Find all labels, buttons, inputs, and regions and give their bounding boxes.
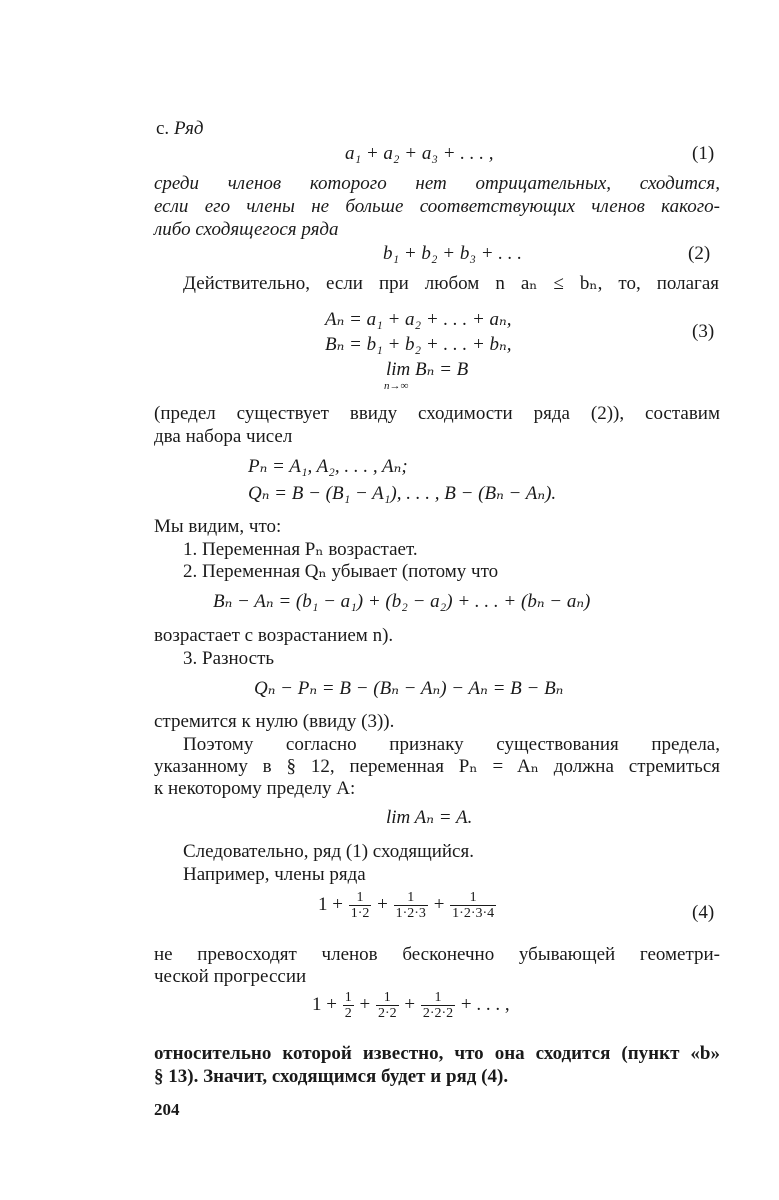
list-item-1: 1. Переменная Pₙ возрастает. <box>183 539 418 560</box>
statement-line: среди членов которого нет отрицательных, сходится, <box>154 173 720 194</box>
section-title: Ряд <box>173 118 204 139</box>
section-heading <box>156 118 204 141</box>
example-intro: Например, члены ряда <box>183 864 366 885</box>
equation-P: Pₙ = A₁, A₂, . . . , Aₙ; <box>248 456 408 477</box>
limit-subscript: n→∞ <box>384 380 409 392</box>
equation-3b: Bₙ = b₁ + b₂ + . . . + bₙ, <box>325 334 512 355</box>
therefore-line: Поэтому согласно признаку существования предела, <box>183 734 720 755</box>
fraction: $\frac{1}{1\cdot 2\cdot 3}$ <box>395 890 426 921</box>
equation-BA: Bₙ − Aₙ = (b₁ − a₁) + (b₂ − a₂) + . . . + (bₙ − aₙ) <box>213 591 591 612</box>
equation-5: 1 + $\frac{1}{2}$ + $\frac{1}{2\cdot 2}$ + $\frac{1}{2\cdot 2\cdot 2}$ + . . . , <box>312 990 510 1021</box>
fraction: $\frac{1}{2\cdot 2\cdot 2}$ <box>422 990 454 1021</box>
list-item-3-end: стремится к нулю (ввиду (3)). <box>154 711 395 732</box>
equation-4: 1 + $\frac{1}{1\cdot 2}$ + $\frac{1}{1\cdot 2\cdot 3}$ + $\frac{1}{1\cdot 2\cdot 3\cdot 4}$ <box>318 890 495 921</box>
geometric-line: не превосходят членов бесконечно убывающей геометри- <box>154 944 720 965</box>
conclusion-line: Следовательно, ряд (1) сходящийся. <box>183 841 474 862</box>
equation-1: a₁ + a₂ + a₃ + . . . , <box>345 143 494 164</box>
we-see-line: Мы видим, что: <box>154 516 282 537</box>
equation-5-lead: 1 + <box>312 993 337 1015</box>
equation-5-tail: + . . . , <box>460 993 510 1015</box>
fraction: $\frac{1}{1\cdot 2\cdot 3\cdot 4}$ <box>452 890 495 921</box>
list-item-3: 3. Разность <box>183 648 275 669</box>
equation-Q: Qₙ = B − (B₁ − A₁), . . . , B − (Bₙ − Aₙ). <box>248 483 557 504</box>
geometric-line: ческой прогрессии <box>154 966 307 987</box>
equation-4-lead: 1 + <box>318 893 343 915</box>
equation-4-number: (4) <box>692 902 715 923</box>
proof-line: (предел существует ввиду сходимости ряда (2)), составим <box>154 403 720 424</box>
equation-1-number: (1) <box>692 143 715 164</box>
equation-3c: lim Bₙ = B <box>386 359 469 380</box>
fraction: $\frac{1}{1\cdot 2}$ <box>350 890 370 921</box>
list-item-2-end: возрастает с возрастанием n). <box>154 625 394 646</box>
statement-line: если его члены не больше соответствующих членов какого- <box>154 196 720 217</box>
proof-line: два набора чисел <box>154 426 293 447</box>
proof-line: Действительно, если при любом n aₙ ≤ bₙ, то, полагая <box>183 273 719 294</box>
final-line: относительно которой известно, что она сходится (пункт «b» <box>154 1043 720 1064</box>
list-item-2: 2. Переменная Qₙ убывает (потому что <box>183 561 499 582</box>
equation-2: b₁ + b₂ + b₃ + . . . <box>383 243 523 264</box>
statement-line: либо сходящегося ряда <box>154 219 339 240</box>
page-number: 204 <box>154 1100 180 1119</box>
equation-3a: Aₙ = a₁ + a₂ + . . . + aₙ, <box>325 309 512 330</box>
equation-3-number: (3) <box>692 321 715 342</box>
fraction: $\frac{1}{2}$ <box>344 990 352 1021</box>
therefore-line: к некоторому пределу A: <box>154 778 356 799</box>
equation-limit-A: lim Aₙ = A. <box>386 807 473 828</box>
therefore-line: указанному в § 12, переменная Pₙ = Aₙ должна стремиться <box>154 756 720 777</box>
final-line: § 13). Значит, сходящимся будет и ряд (4). <box>154 1066 509 1087</box>
equation-2-number: (2) <box>688 243 711 264</box>
fraction: $\frac{1}{2\cdot 2}$ <box>377 990 397 1021</box>
equation-QP: Qₙ − Pₙ = B − (Bₙ − Aₙ) − Aₙ = B − Bₙ <box>254 678 564 699</box>
section-label: c. <box>156 118 170 139</box>
